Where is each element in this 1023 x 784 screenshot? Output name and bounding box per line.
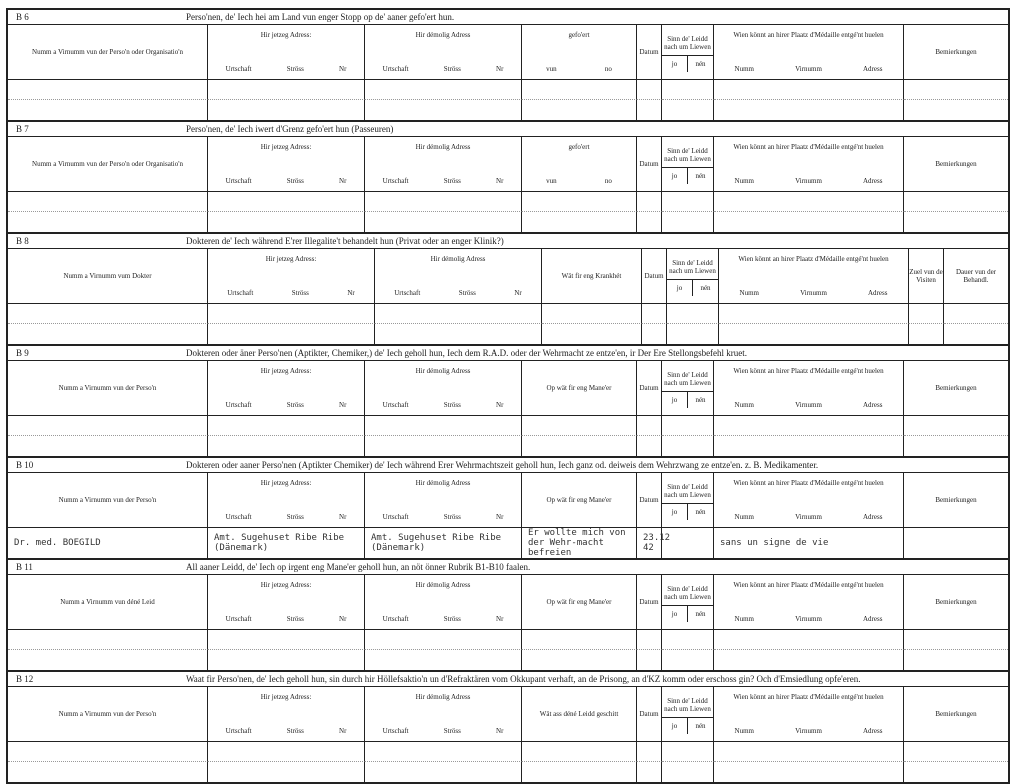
table-cell[interactable]	[637, 436, 662, 456]
jo-label: jo	[667, 280, 693, 296]
remarks-header: Bemierkungen	[935, 598, 977, 606]
table-cell[interactable]	[8, 80, 208, 100]
section-title: Dokteren oder äner Perso'nen (Aptikter, Chemiker,) de' Iech geholl hun, Iech dem R.A.D. oder der Wehrmacht ze entze'en, ir Der Ere Stellongsbefehl kruet.	[186, 348, 748, 358]
virnumm-label: Virnumm	[800, 289, 827, 297]
stross-label: Ströss	[443, 513, 461, 521]
table-cell[interactable]	[637, 192, 662, 212]
table-cell[interactable]	[208, 324, 375, 344]
adress-label: Adress	[863, 177, 883, 185]
table-cell[interactable]	[662, 416, 714, 436]
urtschaft-label: Urtschaft	[225, 615, 252, 623]
urtschaft-label: Urtschaft	[394, 289, 421, 297]
urtschaft-label: Urtschaft	[225, 401, 252, 409]
jo-label: jo	[662, 718, 688, 734]
table-row	[8, 630, 1008, 650]
table-cell[interactable]	[365, 630, 522, 650]
table-cell[interactable]	[637, 212, 662, 232]
typed-note: sans un signe de vie	[720, 538, 829, 548]
vun-label: vun	[546, 177, 557, 185]
hir-demolig-header: Hir démolig Adress Urtschaft Ströss Nr	[375, 249, 542, 303]
table-cell[interactable]	[522, 80, 637, 100]
datum-header: Datum	[637, 575, 662, 629]
maner-header: Op wät fir eng Mane'er	[522, 575, 637, 629]
table-cell[interactable]	[8, 100, 208, 120]
maner-header: Op wät fir eng Mane'er	[522, 473, 637, 527]
table-cell[interactable]	[904, 100, 1008, 120]
urtschaft-label: Urtschaft	[382, 401, 409, 409]
section-title: All aaner Leidd, de' Iech op irgent eng Mane'er geholl hun, an nöt önner Rubrik B1-B10 faalen.	[186, 562, 531, 572]
table-row	[8, 436, 1008, 456]
remarks-header: Bemierkungen	[935, 496, 977, 504]
table-cell[interactable]	[365, 212, 522, 232]
table-cell[interactable]	[637, 630, 662, 650]
section-title: Dokteren de' Iech während E'rer Illegalite't behandelt hun (Privat oder an enger Klinik?)	[186, 236, 504, 246]
adress-label: Adress	[863, 65, 883, 73]
virnumm-label: Virnumm	[795, 65, 822, 73]
table-cell[interactable]	[522, 742, 637, 762]
table-cell[interactable]	[714, 416, 904, 436]
jo-label: jo	[662, 168, 688, 184]
table-cell[interactable]	[8, 650, 208, 670]
nr-label: Nr	[339, 401, 347, 409]
stross-label: Ströss	[443, 727, 461, 735]
table-cell[interactable]	[642, 324, 667, 344]
section-b9	[6, 344, 1010, 456]
numm-label: Numm	[739, 289, 759, 297]
adress-label: Adress	[868, 289, 888, 297]
medal-recipient-header: Wien könnt an hirer Plaatz d'Médaille entgé'nt huelen Numm Virnumm Adress	[714, 361, 904, 415]
datum-header: Datum	[637, 361, 662, 415]
table-cell[interactable]	[714, 192, 904, 212]
table-cell[interactable]	[662, 212, 714, 232]
gefoert-header: gefo'ert vun no	[522, 137, 637, 191]
table-cell[interactable]	[208, 762, 365, 782]
section-code: B 9	[16, 348, 29, 358]
table-cell[interactable]	[522, 436, 637, 456]
hir-demolig-header: Hir démolig Adress Urtschaft Ströss Nr	[365, 473, 522, 527]
table-cell[interactable]	[667, 324, 719, 344]
table-row	[8, 192, 1008, 212]
virnumm-label: Virnumm	[795, 513, 822, 521]
nr-label: Nr	[496, 401, 504, 409]
table-cell[interactable]	[944, 304, 1008, 324]
maner-header: Op wät fir eng Mane'er	[522, 361, 637, 415]
table-cell[interactable]	[522, 416, 637, 436]
table-cell[interactable]	[944, 324, 1008, 344]
table-cell[interactable]	[208, 650, 365, 670]
table-cell[interactable]	[637, 650, 662, 670]
typed-name: Dr. med. BOEGILD	[14, 538, 101, 548]
table-cell[interactable]	[904, 416, 1008, 436]
hir-jetzeg-header: Hir jetzeg Adress: Urtschaft Ströss Nr	[208, 575, 365, 629]
typed-manner: Er wollte mich von der Wehr-macht befreien	[528, 528, 626, 558]
column-headers	[8, 473, 1008, 528]
table-cell[interactable]	[714, 436, 904, 456]
table-cell[interactable]	[904, 212, 1008, 232]
table-cell[interactable]	[662, 742, 714, 762]
table-cell[interactable]	[8, 192, 208, 212]
table-cell[interactable]	[714, 742, 904, 762]
nen-label: nén	[700, 284, 711, 292]
nen-label: nén	[695, 396, 706, 404]
urtschaft-label: Urtschaft	[382, 615, 409, 623]
numm-label: Numm	[734, 65, 754, 73]
table-cell[interactable]	[365, 192, 522, 212]
section-code: B 6	[16, 12, 29, 22]
name-column-header: Numm a Virnumm vun der Perso'n	[8, 473, 208, 527]
table-cell[interactable]	[904, 436, 1008, 456]
section-b8	[6, 232, 1010, 344]
jo-label: jo	[662, 606, 688, 622]
table-cell[interactable]	[365, 436, 522, 456]
table-cell[interactable]	[662, 630, 714, 650]
table-cell[interactable]	[637, 100, 662, 120]
nr-label: Nr	[496, 615, 504, 623]
table-cell[interactable]	[904, 528, 1008, 558]
urtschaft-label: Urtschaft	[382, 727, 409, 735]
hir-demolig-header: Hir démolig Adress Urtschaft Ströss Nr	[365, 687, 522, 741]
section-b7	[6, 120, 1010, 232]
nen-label: nén	[695, 60, 706, 68]
hir-jetzeg-header: Hir jetzeg Adress: Urtschaft Ströss Nr	[208, 361, 365, 415]
medal-recipient-header: Wien könnt an hirer Plaatz d'Médaille entgé'nt huelen Numm Virnumm Adress	[714, 575, 904, 629]
section-code: B 10	[16, 460, 34, 470]
table-cell[interactable]	[208, 436, 365, 456]
nen-label: nén	[695, 508, 706, 516]
urtschaft-label: Urtschaft	[225, 513, 252, 521]
table-cell[interactable]	[637, 762, 662, 782]
datum-header: Datum	[637, 137, 662, 191]
table-cell[interactable]	[8, 630, 208, 650]
table-cell[interactable]	[8, 528, 208, 558]
datum-header: Datum	[637, 25, 662, 79]
stross-label: Ströss	[286, 615, 304, 623]
remarks-header: Bemierkungen	[935, 48, 977, 56]
medal-recipient-header: Wien könnt an hirer Plaatz d'Médaille entgé'nt huelen Numm Virnumm Adress	[714, 687, 904, 741]
alive-header: Sinn de' Leidd nach um Liewen jo nén	[662, 473, 714, 527]
column-headers	[8, 137, 1008, 192]
table-cell[interactable]	[522, 762, 637, 782]
nr-label: Nr	[347, 289, 355, 297]
table-cell[interactable]	[909, 324, 944, 344]
section-title: Dokteren oder aaner Perso'nen (Aptikter Chemiker) de' Iech während Erer Wehrmachtszeit geholl hun, Iech ganz od. deiweis dem Wehrzwang ze entze'en. z. B. Medikamenter.	[186, 460, 819, 470]
hir-jetzeg-header: Hir jetzeg Adress: Urtschaft Ströss Nr	[208, 687, 365, 741]
nr-label: Nr	[496, 513, 504, 521]
stross-label: Ströss	[443, 615, 461, 623]
table-cell[interactable]	[662, 80, 714, 100]
datum-header: Datum	[637, 473, 662, 527]
urtschaft-label: Urtschaft	[382, 513, 409, 521]
table-cell[interactable]	[522, 630, 637, 650]
table-cell[interactable]	[208, 528, 365, 558]
table-cell[interactable]	[8, 324, 208, 344]
typed-datum: 23.12 42	[643, 533, 671, 553]
numm-label: Numm	[734, 513, 754, 521]
table-cell[interactable]	[208, 80, 365, 100]
table-cell[interactable]	[542, 324, 642, 344]
section-header	[8, 560, 1008, 575]
datum-header: Datum	[637, 687, 662, 741]
section-code: B 7	[16, 124, 29, 134]
table-row	[8, 304, 1008, 324]
hir-demolig-header: Hir démolig Adress Urtschaft Ströss Nr	[365, 25, 522, 79]
table-cell[interactable]	[909, 304, 944, 324]
table-cell[interactable]	[662, 528, 714, 558]
table-cell[interactable]	[662, 100, 714, 120]
table-cell[interactable]	[365, 416, 522, 436]
table-row	[8, 324, 1008, 344]
table-cell[interactable]	[208, 100, 365, 120]
table-cell[interactable]	[637, 416, 662, 436]
table-row	[8, 528, 1008, 558]
visits-header: Zuel vun de Visiten	[909, 249, 944, 303]
urtschaft-label: Urtschaft	[225, 177, 252, 185]
table-cell[interactable]	[208, 192, 365, 212]
section-code: B 8	[16, 236, 29, 246]
nr-label: Nr	[339, 615, 347, 623]
table-cell[interactable]	[542, 304, 642, 324]
urtschaft-label: Urtschaft	[225, 727, 252, 735]
section-title: Perso'nen, de' Iech hei am Land vun enger Stopp op de' aaner gefo'ert hun.	[186, 12, 455, 22]
urtschaft-label: Urtschaft	[225, 65, 252, 73]
stross-label: Ströss	[291, 289, 309, 297]
table-cell[interactable]	[904, 762, 1008, 782]
table-cell[interactable]	[714, 650, 904, 670]
table-cell[interactable]	[365, 762, 522, 782]
nr-label: Nr	[339, 65, 347, 73]
virnumm-label: Virnumm	[795, 727, 822, 735]
table-cell[interactable]	[714, 762, 904, 782]
table-cell[interactable]	[8, 416, 208, 436]
table-cell[interactable]	[8, 304, 208, 324]
stross-label: Ströss	[443, 177, 461, 185]
name-column-header: Numm a Virnumm vum Dokter	[8, 249, 208, 303]
section-header	[8, 122, 1008, 137]
column-headers	[8, 25, 1008, 80]
table-row	[8, 212, 1008, 232]
nen-label: nén	[695, 610, 706, 618]
section-code: B 11	[16, 562, 33, 572]
medal-recipient-header: Wien könnt an hirer Plaatz d'Médaille entgé'nt huelen Numm Virnumm Adress	[714, 473, 904, 527]
nr-label: Nr	[514, 289, 522, 297]
hir-jetzeg-header: Hir jetzeg Adress: Urtschaft Ströss Nr	[208, 473, 365, 527]
table-cell[interactable]	[904, 80, 1008, 100]
alive-header: Sinn de' Leidd nach um Liewen jo nén	[662, 25, 714, 79]
jo-label: jo	[662, 56, 688, 72]
no-label: no	[604, 177, 612, 185]
nr-label: Nr	[496, 65, 504, 73]
medal-recipient-header: Wien könnt an hirer Plaatz d'Médaille entgé'nt huelen Numm Virnumm Adress	[714, 25, 904, 79]
gefoert-header: gefo'ert vun no	[522, 25, 637, 79]
adress-label: Adress	[863, 401, 883, 409]
table-cell[interactable]	[208, 630, 365, 650]
virnumm-label: Virnumm	[795, 177, 822, 185]
section-header	[8, 458, 1008, 473]
section-b12	[6, 670, 1010, 784]
stross-label: Ströss	[286, 727, 304, 735]
duration-header: Dauer vun der Behandl.	[955, 268, 997, 284]
stross-label: Ströss	[286, 513, 304, 521]
table-row	[8, 80, 1008, 100]
column-headers	[8, 361, 1008, 416]
table-row	[8, 762, 1008, 782]
table-cell[interactable]	[642, 304, 667, 324]
jo-label: jo	[662, 504, 688, 520]
table-row	[8, 650, 1008, 670]
alive-header: Sinn de' Leidd nach um Liewen jo nén	[662, 687, 714, 741]
nen-label: nén	[695, 722, 706, 730]
table-cell[interactable]	[637, 80, 662, 100]
table-cell[interactable]	[522, 212, 637, 232]
name-column-header: Numm a Virnumm vun der Perso'n oder Organisatio'n	[8, 137, 208, 191]
adress-label: Adress	[863, 727, 883, 735]
column-headers	[8, 249, 1008, 304]
table-cell[interactable]	[208, 416, 365, 436]
table-cell[interactable]	[714, 212, 904, 232]
hir-demolig-header: Hir démolig Adress Urtschaft Ströss Nr	[365, 137, 522, 191]
section-header	[8, 234, 1008, 249]
krankheet-header: Wät fir eng Krankhét	[542, 249, 642, 303]
section-title: Perso'nen, de' Iech iwert d'Grenz gefo'ert hun (Passeuren)	[186, 124, 394, 134]
remarks-header: Bemierkungen	[935, 384, 977, 392]
name-column-header: Numm a Virnumm vun der Perso'n	[8, 361, 208, 415]
typed-address-then: Amt. Sugehuset Ribe Ribe (Dänemark)	[371, 533, 502, 553]
urtschaft-label: Urtschaft	[382, 65, 409, 73]
numm-label: Numm	[734, 401, 754, 409]
typed-address-now: Amt. Sugehuset Ribe Ribe (Dänemark)	[214, 533, 345, 553]
table-cell[interactable]	[522, 100, 637, 120]
alive-header: Sinn de' Leidd nach um Liewen jo nén	[662, 137, 714, 191]
nr-label: Nr	[339, 513, 347, 521]
section-header	[8, 346, 1008, 361]
section-title: Waat fir Perso'nen, de' Iech geholl hun, sin durch hir Höllefsaktio'n un d'Refraktären vom Okkupant verhaft, an de Prisong, an d'KZ komm oder erschoss gin? Och d'Emsiedlung opfe'eren.	[186, 674, 861, 684]
hir-jetzeg-header: Hir jetzeg Adress: Urtschaft Ströss Nr	[208, 137, 365, 191]
name-column-header: Numm a Virnumm vun der Perso'n	[8, 687, 208, 741]
table-row	[8, 742, 1008, 762]
section-b11	[6, 558, 1010, 670]
table-cell[interactable]	[8, 742, 208, 762]
section-b10	[6, 456, 1010, 558]
geschitt-header: Wät ass déné Leidd geschitt	[522, 687, 637, 741]
adress-label: Adress	[863, 513, 883, 521]
virnumm-label: Virnumm	[795, 615, 822, 623]
table-cell[interactable]	[662, 436, 714, 456]
stross-label: Ströss	[443, 65, 461, 73]
nr-label: Nr	[339, 727, 347, 735]
table-cell[interactable]	[667, 304, 719, 324]
table-cell[interactable]	[208, 742, 365, 762]
table-cell[interactable]	[8, 212, 208, 232]
table-cell[interactable]	[365, 742, 522, 762]
name-column-header: Numm a Virnumm vun der Perso'n oder Organisatio'n	[8, 25, 208, 79]
column-headers	[8, 687, 1008, 742]
name-column-header: Numm a Virnumm vun déné Leid	[8, 575, 208, 629]
vun-label: vun	[546, 65, 557, 73]
table-cell[interactable]	[714, 528, 904, 558]
numm-label: Numm	[734, 615, 754, 623]
nen-label: nén	[695, 172, 706, 180]
table-cell[interactable]	[904, 650, 1008, 670]
table-cell[interactable]	[904, 630, 1008, 650]
table-cell[interactable]	[719, 304, 909, 324]
stross-label: Ströss	[286, 177, 304, 185]
table-cell[interactable]	[637, 742, 662, 762]
table-cell[interactable]	[522, 528, 637, 558]
table-cell[interactable]	[662, 650, 714, 670]
table-cell[interactable]	[714, 80, 904, 100]
adress-label: Adress	[863, 615, 883, 623]
table-cell[interactable]	[208, 212, 365, 232]
table-cell[interactable]	[637, 528, 671, 558]
medal-recipient-header: Wien könnt an hirer Plaatz d'Médaille entgé'nt huelen Numm Virnumm Adress	[714, 137, 904, 191]
table-cell[interactable]	[714, 630, 904, 650]
stross-label: Ströss	[458, 289, 476, 297]
section-header	[8, 672, 1008, 687]
table-cell[interactable]	[714, 100, 904, 120]
numm-label: Numm	[734, 727, 754, 735]
table-cell[interactable]	[522, 650, 637, 670]
table-cell[interactable]	[365, 650, 522, 670]
hir-demolig-header: Hir démolig Adress Urtschaft Ströss Nr	[365, 575, 522, 629]
table-cell[interactable]	[904, 192, 1008, 212]
stross-label: Ströss	[443, 401, 461, 409]
table-cell[interactable]	[8, 762, 208, 782]
alive-header: Sinn de' Leidd nach um Liewen jo nén	[667, 249, 719, 303]
hir-jetzeg-header: Hir jetzeg Adress: Urtschaft Ströss Nr	[208, 25, 365, 79]
table-row	[8, 416, 1008, 436]
section-b6	[6, 8, 1010, 120]
table-cell[interactable]	[365, 100, 522, 120]
nr-label: Nr	[496, 727, 504, 735]
table-cell[interactable]	[662, 762, 714, 782]
stross-label: Ströss	[286, 65, 304, 73]
table-cell[interactable]	[208, 304, 375, 324]
nr-label: Nr	[496, 177, 504, 185]
datum-header: Datum	[642, 249, 667, 303]
table-cell[interactable]	[375, 304, 542, 324]
alive-header: Sinn de' Leidd nach um Liewen jo nén	[662, 361, 714, 415]
table-cell[interactable]	[375, 324, 542, 344]
hir-jetzeg-header: Hir jetzeg Adress: Urtschaft Ströss Nr	[208, 249, 375, 303]
urtschaft-label: Urtschaft	[227, 289, 254, 297]
form-sheet	[6, 8, 1010, 784]
remarks-header: Bemierkungen	[935, 710, 977, 718]
table-cell[interactable]	[662, 192, 714, 212]
table-cell[interactable]	[719, 324, 909, 344]
table-cell[interactable]	[365, 80, 522, 100]
section-code: B 12	[16, 674, 34, 684]
hir-demolig-header: Hir démolig Adress Urtschaft Ströss Nr	[365, 361, 522, 415]
alive-header: Sinn de' Leidd nach um Liewen jo nén	[662, 575, 714, 629]
jo-label: jo	[662, 392, 688, 408]
no-label: no	[604, 65, 612, 73]
remarks-header: Bemierkungen	[935, 160, 977, 168]
virnumm-label: Virnumm	[795, 401, 822, 409]
numm-label: Numm	[734, 177, 754, 185]
column-headers	[8, 575, 1008, 630]
table-cell[interactable]	[365, 528, 522, 558]
table-cell[interactable]	[904, 742, 1008, 762]
nr-label: Nr	[339, 177, 347, 185]
urtschaft-label: Urtschaft	[382, 177, 409, 185]
table-cell[interactable]	[8, 436, 208, 456]
stross-label: Ströss	[286, 401, 304, 409]
table-row	[8, 100, 1008, 120]
section-header	[8, 10, 1008, 25]
table-cell[interactable]	[522, 192, 637, 212]
medal-recipient-header: Wien könnt an hirer Plaatz d'Médaille entgé'nt huelen Numm Virnumm Adress	[719, 249, 909, 303]
